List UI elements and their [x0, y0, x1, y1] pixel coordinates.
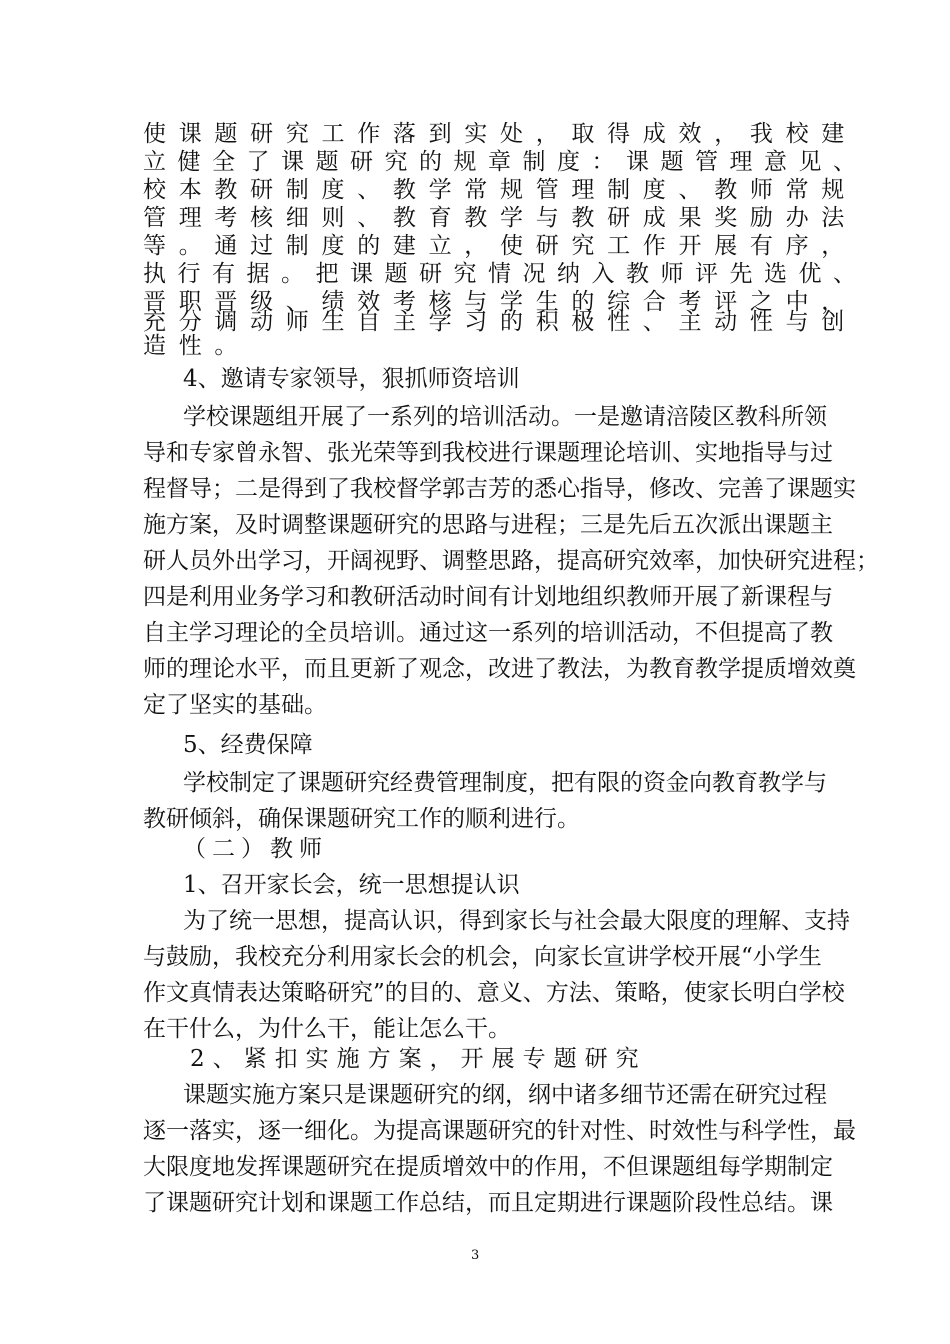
- body-line: 课题实施方案只是课题研究的纲，纲中诸多细节还需在研究过程: [183, 1082, 827, 1108]
- body-line: 学校课题组开展了一系列的培训活动。一是邀请涪陵区教科所领: [183, 404, 827, 430]
- body-line: 了课题研究计划和课题工作总结，而且定期进行课题阶段性总结。课: [143, 1190, 833, 1216]
- body-line: 与鼓励，我校充分利用家长会的机会，向家长宣讲学校开展“小学生: [143, 944, 822, 970]
- body-line: 研人员外出学习，开阔视野、调整思路，提高研究效率，加快研究进程；: [143, 548, 879, 574]
- body-line: 充分调动师生自主学习的积极性、主动性与创: [143, 309, 857, 335]
- body-line: 使课题研究工作落到实处，取得成效，我校建: [143, 121, 857, 147]
- body-line: 施方案，及时调整课题研究的思路与进程；三是先后五次派出课题主: [143, 512, 833, 538]
- section-heading: 4、邀请专家领导，狠抓师资培训: [183, 366, 520, 392]
- body-line: 立健全了课题研究的规章制度：课题管理意见、: [143, 149, 868, 175]
- body-line: 晋职晋级、绩效考核与学生的综合考评之中，: [143, 289, 857, 315]
- section-heading: 1、召开家长会，统一思想提认识: [183, 872, 520, 898]
- body-line: 执行有据。把课题研究情况纳入教师评先选优、: [143, 261, 868, 287]
- body-line: 师的理论水平，而且更新了观念，改进了教法，为教育教学提质增效奠: [143, 656, 856, 682]
- body-line: 作文真情表达策略研究”的目的、意义、方法、策略，使家长明白学校: [143, 980, 845, 1006]
- section-heading: 2、紧扣实施方案，开展专题研究: [190, 1046, 647, 1072]
- body-line: 校本教研制度、教学常规管理制度、教师常规: [143, 177, 857, 203]
- body-line: 学校制定了课题研究经费管理制度，把有限的资金向教育教学与: [183, 770, 827, 796]
- body-line: 为了统一思想，提高认识，得到家长与社会最大限度的理解、支持: [183, 908, 850, 934]
- body-line: 等。通过制度的建立，使研究工作开展有序，: [143, 233, 857, 259]
- body-line: 程督导；二是得到了我校督学郭吉芳的悉心指导，修改、完善了课题实: [143, 476, 856, 502]
- body-line: 大限度地发挥课题研究在提质增效中的作用，不但课题组每学期制定: [143, 1154, 833, 1180]
- body-line: 教研倾斜，确保课题研究工作的顺利进行。: [143, 806, 580, 832]
- body-line: 造性。: [143, 333, 251, 359]
- page-number: 3: [471, 1248, 480, 1263]
- section-title: （二）教师: [183, 836, 328, 862]
- body-line: 定了坚实的基础。: [143, 692, 327, 718]
- body-line: 逐一落实，逐一细化。为提高课题研究的针对性、时效性与科学性，最: [143, 1118, 856, 1144]
- section-heading: 5、经费保障: [183, 732, 313, 758]
- body-line: 四是利用业务学习和教研活动时间有计划地组织教师开展了新课程与: [143, 584, 833, 610]
- body-line: 在干什么，为什么干，能让怎么干。: [143, 1016, 511, 1042]
- body-line: 自主学习理论的全员培训。通过这一系列的培训活动，不但提高了教: [143, 620, 833, 646]
- body-line: 管理考核细则、教育教学与教研成果奖励办法: [143, 205, 857, 231]
- body-line: 导和专家曾永智、张光荣等到我校进行课题理论培训、实地指导与过: [143, 440, 833, 466]
